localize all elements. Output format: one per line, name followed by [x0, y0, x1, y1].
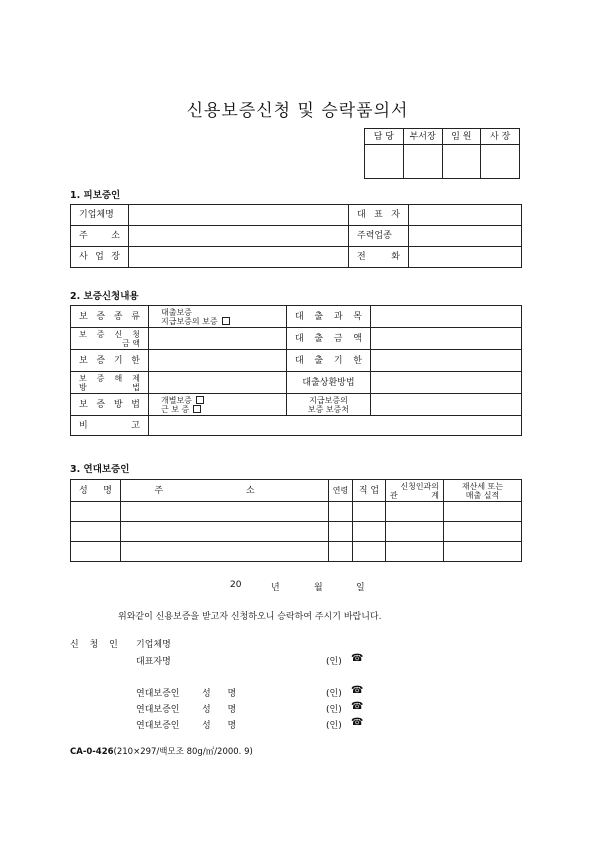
col-name-header: 성 명	[71, 480, 121, 502]
phone-icon: ☎	[351, 701, 364, 712]
loan-guarantee-option: 대출보증	[161, 307, 192, 317]
guarantor-asset-cell[interactable]	[444, 522, 522, 542]
section1-heading: 1. 피보증인	[70, 190, 121, 201]
guarantor-asset-cell[interactable]	[444, 542, 522, 562]
col-asset-header-line1: 재산세 또는	[461, 481, 504, 491]
joint-guarantor-table	[70, 479, 522, 562]
col-relation-header-line1: 신청인과의	[400, 481, 439, 491]
individual-guarantee-option: 개별보증	[161, 395, 192, 405]
guarantee-release-field[interactable]	[149, 372, 287, 394]
guarantee-type-checkbox[interactable]	[222, 317, 230, 325]
approval-sign-dept-head[interactable]	[403, 145, 442, 179]
joint-guarantor-3-name-label: 성 명	[202, 721, 237, 731]
application-statement: 위와같이 신용보증을 받고자 신청하오니 승락하여 주시기 바랍니다.	[118, 612, 382, 622]
representative-field[interactable]	[409, 205, 522, 226]
approval-header-executive: 임 원	[442, 129, 481, 145]
guarantee-method-label: 보 증 방 법	[71, 394, 149, 416]
repayment-method-field[interactable]	[371, 372, 522, 394]
approval-sign-manager[interactable]	[365, 145, 404, 179]
table-row	[71, 542, 522, 562]
borrower-table	[70, 204, 522, 268]
guarantee-release-label	[71, 372, 149, 394]
loan-term-field[interactable]	[371, 350, 522, 372]
individual-guarantee-checkbox[interactable]	[196, 396, 204, 404]
table-row	[71, 522, 522, 542]
approval-header-manager: 담 당	[365, 129, 404, 145]
payment-guarantee-beneficiary-field[interactable]	[371, 394, 522, 416]
applicant-label: 신 청 인	[70, 640, 122, 650]
guarantee-term-label: 보 증 기 한	[71, 350, 149, 372]
payment-guarantee-beneficiary-label	[287, 394, 371, 416]
beneficiary-label-line2: 보증 보증처	[307, 404, 350, 414]
guarantor-relation-cell[interactable]	[386, 502, 444, 522]
guarantor-name-cell[interactable]	[71, 502, 121, 522]
joint-guarantor-1-label: 연대보증인	[136, 689, 180, 699]
table-row	[71, 502, 522, 522]
root-guarantee-checkbox[interactable]	[193, 405, 201, 413]
remarks-label: 비 고	[71, 416, 149, 436]
payment-guarantee-option: 지급보증의 보증	[161, 316, 218, 326]
business-site-label: 사 업 장	[71, 247, 129, 268]
approval-table	[364, 128, 520, 179]
main-business-field[interactable]	[409, 226, 522, 247]
guarantee-term-field[interactable]	[149, 350, 287, 372]
loan-subject-field[interactable]	[371, 306, 522, 328]
joint-guarantor-1-seal: (인)	[326, 689, 342, 699]
date-day-unit: 일	[356, 583, 365, 593]
guarantee-type-label: 보 증 종 류	[71, 306, 149, 328]
representative-label: 대 표 자	[349, 205, 409, 226]
joint-guarantor-2-label: 연대보증인	[136, 705, 180, 715]
col-asset-header	[444, 480, 522, 502]
loan-amount-field[interactable]	[371, 328, 522, 350]
loan-term-label: 대 출 기 한	[287, 350, 371, 372]
guarantor-name-cell[interactable]	[71, 542, 121, 562]
company-name-label: 기업체명	[71, 205, 129, 226]
address-label: 주 소	[71, 226, 129, 247]
col-address-header: 주 소	[121, 480, 329, 502]
section2-heading: 2. 보증신청내용	[70, 291, 139, 302]
phone-label: 전 화	[349, 247, 409, 268]
guarantee-amount-label-line2: 금 액	[122, 338, 140, 348]
repayment-method-label: 대출상환방법	[287, 372, 371, 394]
guarantor-job-cell[interactable]	[353, 502, 386, 522]
beneficiary-label-line1: 지급보증의	[309, 395, 348, 405]
loan-subject-label: 대 출 과 목	[287, 306, 371, 328]
joint-guarantor-3-seal: (인)	[326, 721, 342, 731]
col-relation-header	[386, 480, 444, 502]
guarantor-address-cell[interactable]	[121, 542, 329, 562]
guarantor-relation-cell[interactable]	[386, 522, 444, 542]
guarantor-age-cell[interactable]	[329, 502, 353, 522]
company-name-field[interactable]	[129, 205, 349, 226]
date-month-unit: 월	[314, 583, 323, 593]
document-title: 신용보증신청 및 승락품의서	[186, 101, 409, 121]
col-asset-header-line2: 매출 실적	[465, 490, 500, 500]
guarantee-amount-label	[71, 328, 149, 350]
approval-header-dept-head: 부서장	[403, 129, 442, 145]
guarantee-release-label-line2: 방 법	[79, 382, 140, 392]
form-code: CA-0-426	[70, 747, 114, 757]
address-field[interactable]	[129, 226, 349, 247]
main-business-label: 주력업종	[349, 226, 409, 247]
approval-sign-executive[interactable]	[442, 145, 481, 179]
guarantee-type-options	[149, 306, 287, 328]
joint-guarantor-2-seal: (인)	[326, 705, 342, 715]
loan-amount-label: 대 출 금 액	[287, 328, 371, 350]
guarantee-request-table	[70, 305, 522, 436]
phone-field[interactable]	[409, 247, 522, 268]
approval-header-president: 사 장	[481, 129, 520, 145]
guarantor-address-cell[interactable]	[121, 502, 329, 522]
business-site-field[interactable]	[129, 247, 349, 268]
applicant-rep-label: 대표자명	[136, 657, 171, 667]
guarantor-age-cell[interactable]	[329, 522, 353, 542]
remarks-field[interactable]	[149, 416, 522, 436]
guarantor-asset-cell[interactable]	[444, 502, 522, 522]
guarantor-age-cell[interactable]	[329, 542, 353, 562]
section3-heading: 3. 연대보증인	[70, 464, 130, 475]
guarantee-release-label-line1: 보 증 해 제	[79, 373, 140, 383]
joint-guarantor-2-name-label: 성 명	[202, 705, 237, 715]
guarantor-job-cell[interactable]	[353, 542, 386, 562]
guarantor-name-cell[interactable]	[71, 522, 121, 542]
guarantor-relation-cell[interactable]	[386, 542, 444, 562]
applicant-company-label: 기업체명	[136, 640, 171, 650]
root-guarantee-option: 근 보 증	[161, 404, 190, 414]
phone-icon: ☎	[351, 685, 364, 696]
guarantor-address-cell[interactable]	[121, 522, 329, 542]
phone-icon: ☎	[351, 717, 364, 728]
date-year: 20	[230, 580, 242, 590]
joint-guarantor-3-label: 연대보증인	[136, 721, 180, 731]
col-age-header: 연령	[329, 480, 353, 502]
date-year-unit: 년	[271, 583, 280, 593]
form-spec: (210×297/백모조 80g/㎡/2000. 9)	[113, 747, 253, 757]
col-job-header: 직 업	[353, 480, 386, 502]
guarantee-method-options	[149, 394, 287, 416]
form-footer	[70, 745, 253, 757]
guarantee-amount-field[interactable]	[149, 328, 287, 350]
joint-guarantor-1-name-label: 성 명	[202, 689, 237, 699]
guarantee-amount-label-line1: 보 증 신 청	[79, 329, 140, 339]
applicant-rep-seal: (인)	[326, 657, 342, 667]
phone-icon: ☎	[351, 653, 364, 664]
guarantor-job-cell[interactable]	[353, 522, 386, 542]
col-relation-header-line2: 관 계	[390, 490, 439, 500]
approval-sign-president[interactable]	[481, 145, 520, 179]
